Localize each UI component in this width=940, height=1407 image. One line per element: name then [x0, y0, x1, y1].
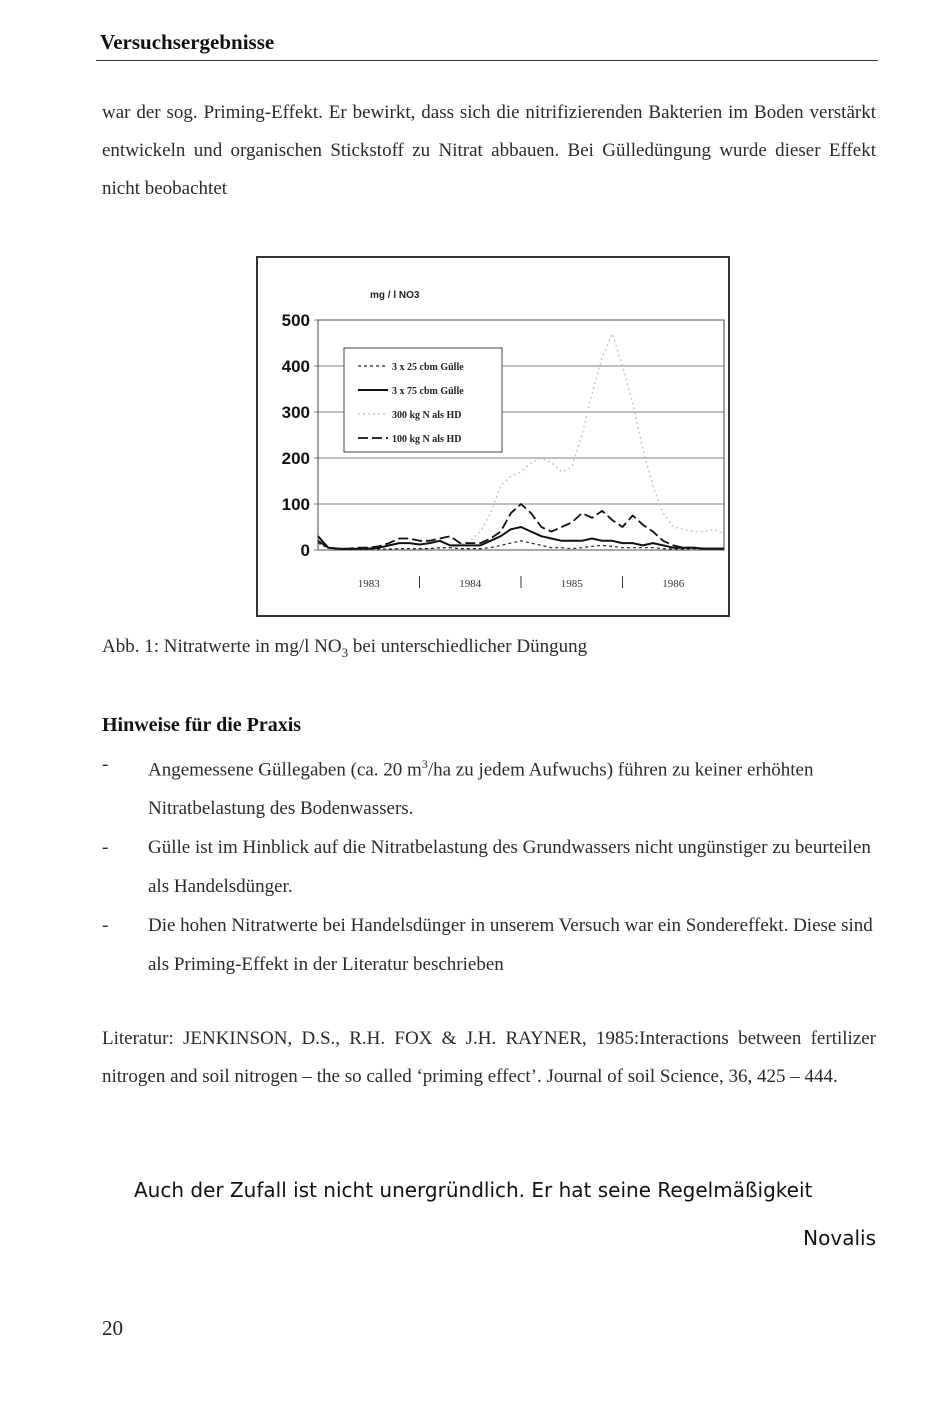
x-tick-label: 1983	[357, 578, 380, 590]
section-header: Versuchsergebnisse	[100, 30, 275, 54]
caption-subscript: 3	[341, 644, 349, 660]
practice-list	[102, 745, 876, 984]
intro-paragraph: war der sog. Priming-Effekt. Er bewirkt, dass sich die nitrifizierenden Bakterien im Boden verstärkt entwickeln und organischen Stickstoff zu Nitrat abbauen. Bei Gülledüngung wurde dieser Effekt nicht beobachtet	[102, 102, 876, 199]
y-tick-label: 300	[281, 403, 310, 422]
caption-prefix: Abb. 1: Nitratwerte in mg/l NO	[102, 636, 342, 657]
list-item	[102, 906, 876, 984]
literature-reference: Literatur: JENKINSON, D.S., R.H. FOX & J.H. RAYNER, 1985:Interactions between fertilizer nitrogen and soil nitrogen – the so called ‘priming effect’. Journal of soil Science, 36, 425 – 444.	[102, 1028, 876, 1087]
legend-label: 100 kg N als HD	[392, 434, 462, 445]
nitrate-chart	[258, 258, 728, 615]
y-axis-label: mg / l NO3	[370, 290, 420, 301]
list-item-text: Gülle ist im Hinblick auf die Nitratbelastung des Grundwassers nicht ungünstiger zu beurteilen als Handelsdünger.	[148, 837, 871, 898]
y-tick-label: 0	[300, 541, 310, 560]
list-item-sup: 3	[421, 757, 428, 771]
y-tick-label: 500	[281, 311, 310, 330]
list-dash: -	[102, 915, 109, 937]
practice-heading: Hinweise für die Praxis	[102, 714, 302, 736]
list-item-text-pre: Angemessene Güllegaben (ca. 20 m	[148, 759, 422, 781]
figure-caption	[102, 636, 587, 661]
legend-label: 300 kg N als HD	[392, 410, 462, 421]
x-tick-labels	[358, 576, 685, 590]
x-tick-label: 1984	[459, 578, 482, 590]
list-item-text: Die hohen Nitratwerte bei Handelsdünger in unserem Versuch war ein Sondereffekt. Diese sind als Priming-Effekt in der Literatur beschrieben	[148, 915, 873, 976]
list-item-text-post: /ha zu jedem Aufwuchs) führen zu keiner erhöhten Nitratbelastung des Bodenwassers.	[148, 759, 814, 820]
x-tick-label: 1986	[662, 578, 685, 590]
y-tick-labels	[282, 311, 310, 560]
chart-legend	[344, 348, 502, 452]
legend-label: 3 x 75 cbm Gülle	[392, 386, 464, 397]
y-tick-label: 100	[281, 495, 310, 514]
y-tick-label: 200	[281, 449, 310, 468]
list-item	[102, 828, 876, 906]
legend-label: 3 x 25 cbm Gülle	[392, 362, 464, 373]
nitrate-chart-figure	[256, 256, 730, 617]
quote-author: Novalis	[803, 1226, 876, 1250]
page-number: 20	[102, 1316, 123, 1340]
caption-suffix: bei unterschiedlicher Düngung	[348, 636, 588, 657]
header-divider	[96, 60, 878, 61]
list-dash: -	[102, 754, 109, 775]
y-tick-label: 400	[281, 357, 310, 376]
quote-text: Auch der Zufall ist nicht unergründlich. Er hat seine Regelmäßigkeit	[134, 1178, 813, 1202]
x-tick-label: 1985	[560, 578, 583, 590]
list-dash: -	[102, 837, 109, 859]
list-item	[102, 745, 876, 828]
